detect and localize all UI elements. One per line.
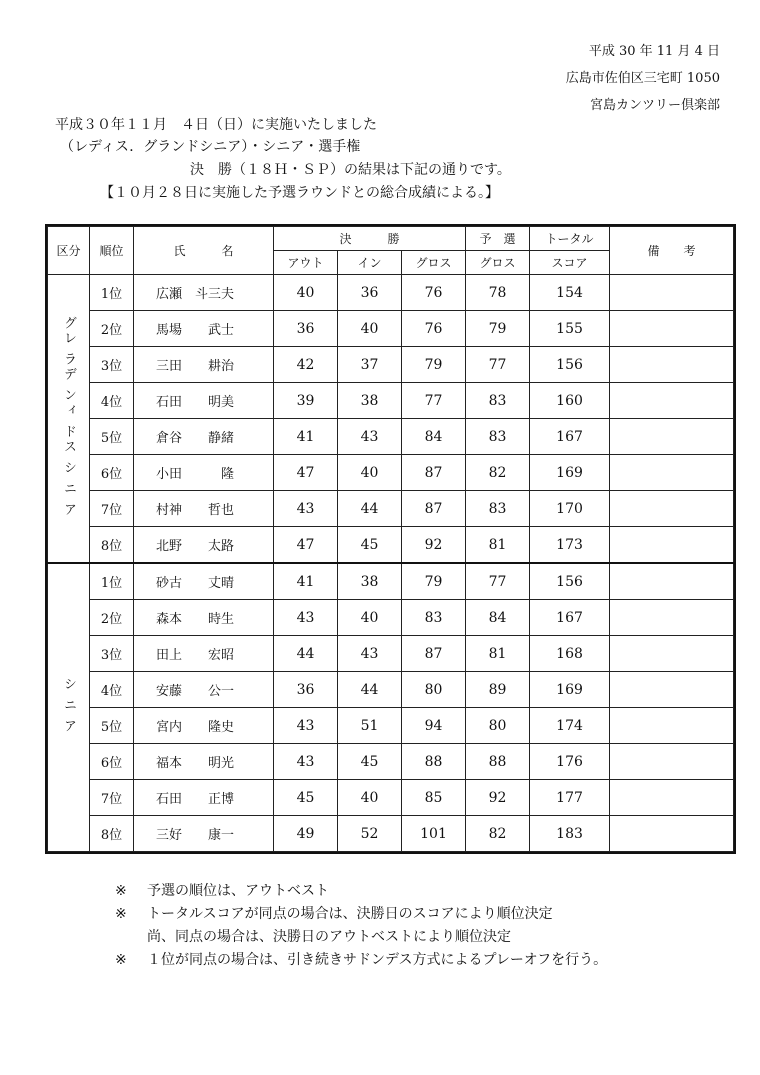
- rank-cell: 4位: [90, 672, 134, 708]
- final-gross-cell: 87: [402, 491, 466, 527]
- header-final: 決 勝: [274, 227, 466, 251]
- total-score-cell: 155: [530, 311, 610, 347]
- player-name-cell: 北野 太路: [134, 527, 274, 564]
- table-row: [48, 600, 734, 636]
- qualifier-gross-cell: 81: [466, 636, 530, 672]
- header-total: トータル: [530, 227, 610, 251]
- final-gross-cell: 85: [402, 780, 466, 816]
- note-line: [115, 949, 607, 972]
- final-gross-cell: 80: [402, 672, 466, 708]
- header-remarks: 備 考: [610, 227, 734, 275]
- in-score-cell: 40: [338, 600, 402, 636]
- player-name-cell: 石田 明美: [134, 383, 274, 419]
- remarks-cell: [610, 383, 734, 419]
- total-score-cell: 154: [530, 275, 610, 311]
- rank-cell: 5位: [90, 419, 134, 455]
- table-row: [48, 311, 734, 347]
- out-score-cell: 39: [274, 383, 338, 419]
- out-score-cell: 43: [274, 708, 338, 744]
- note-line: [115, 880, 607, 903]
- qualifier-gross-cell: 78: [466, 275, 530, 311]
- notes: [115, 880, 607, 972]
- table-row: [48, 275, 734, 311]
- rank-cell: 2位: [90, 311, 134, 347]
- player-name-cell: 石田 正博: [134, 780, 274, 816]
- in-score-cell: 52: [338, 816, 402, 852]
- qualifier-gross-cell: 77: [466, 563, 530, 600]
- rank-cell: 7位: [90, 491, 134, 527]
- in-score-cell: 40: [338, 780, 402, 816]
- total-score-cell: 176: [530, 744, 610, 780]
- player-name-cell: 宮内 隆史: [134, 708, 274, 744]
- remarks-cell: [610, 563, 734, 600]
- player-name-cell: 福本 明光: [134, 744, 274, 780]
- remarks-cell: [610, 491, 734, 527]
- qualifier-gross-cell: 84: [466, 600, 530, 636]
- remarks-cell: [610, 636, 734, 672]
- final-gross-cell: 87: [402, 455, 466, 491]
- qualifier-gross-cell: 83: [466, 419, 530, 455]
- category-senior: [48, 563, 734, 852]
- note-mark: ※: [115, 883, 127, 899]
- out-score-cell: 43: [274, 600, 338, 636]
- note-mark: ※: [115, 906, 127, 922]
- qualifier-gross-cell: 79: [466, 311, 530, 347]
- note-text: トータルスコアが同点の場合は、決勝日のスコアにより順位決定: [147, 906, 553, 922]
- in-score-cell: 43: [338, 636, 402, 672]
- in-score-cell: 37: [338, 347, 402, 383]
- rank-cell: 7位: [90, 780, 134, 816]
- in-score-cell: 43: [338, 419, 402, 455]
- header-rank: 順位: [90, 227, 134, 275]
- final-gross-cell: 92: [402, 527, 466, 564]
- header-in: イン: [338, 251, 402, 275]
- rank-cell: 8位: [90, 527, 134, 564]
- remarks-cell: [610, 347, 734, 383]
- table-row: [48, 672, 734, 708]
- out-score-cell: 47: [274, 527, 338, 564]
- rank-cell: 8位: [90, 816, 134, 852]
- table-row: [48, 816, 734, 852]
- in-score-cell: 38: [338, 383, 402, 419]
- out-score-cell: 41: [274, 563, 338, 600]
- qualifier-gross-cell: 81: [466, 527, 530, 564]
- in-score-cell: 45: [338, 527, 402, 564]
- final-gross-cell: 76: [402, 275, 466, 311]
- player-name-cell: 安藤 公一: [134, 672, 274, 708]
- remarks-cell: [610, 311, 734, 347]
- remarks-cell: [610, 419, 734, 455]
- header-qualifier: 予 選: [466, 227, 530, 251]
- player-name-cell: 三田 耕治: [134, 347, 274, 383]
- rank-cell: 5位: [90, 708, 134, 744]
- table-row: [48, 491, 734, 527]
- remarks-cell: [610, 780, 734, 816]
- player-name-cell: 村神 哲也: [134, 491, 274, 527]
- note-mark: ※: [115, 952, 127, 968]
- player-name-cell: 倉谷 静緒: [134, 419, 274, 455]
- total-score-cell: 183: [530, 816, 610, 852]
- rank-cell: 2位: [90, 600, 134, 636]
- out-score-cell: 49: [274, 816, 338, 852]
- out-score-cell: 42: [274, 347, 338, 383]
- note-line: [115, 903, 607, 926]
- rank-cell: 6位: [90, 744, 134, 780]
- table-row: [48, 780, 734, 816]
- final-gross-cell: 79: [402, 563, 466, 600]
- in-score-cell: 44: [338, 491, 402, 527]
- player-name-cell: 砂古 丈晴: [134, 563, 274, 600]
- final-gross-cell: 87: [402, 636, 466, 672]
- table-row: [48, 419, 734, 455]
- category-label-cell: [48, 275, 90, 564]
- in-score-cell: 40: [338, 455, 402, 491]
- total-score-cell: 156: [530, 563, 610, 600]
- out-score-cell: 40: [274, 275, 338, 311]
- header-qual-gross: グロス: [466, 251, 530, 275]
- table-row: [48, 563, 734, 600]
- player-name-cell: 広瀬 斗三夫: [134, 275, 274, 311]
- remarks-cell: [610, 708, 734, 744]
- qualifier-gross-cell: 77: [466, 347, 530, 383]
- document-date: 平成 30 年 11 月 4 日: [588, 44, 720, 59]
- club-name: 宮島カンツリー倶楽部: [589, 98, 720, 113]
- total-score-cell: 160: [530, 383, 610, 419]
- header-score: スコア: [530, 251, 610, 275]
- intro-line-2: （レディス．グランドシニア）・シニア・選手権: [60, 139, 361, 155]
- total-score-cell: 170: [530, 491, 610, 527]
- note-text: １位が同点の場合は、引き続きサドンデス方式によるプレーオフを行う。: [147, 952, 608, 968]
- table-row: [48, 744, 734, 780]
- table-row: [48, 347, 734, 383]
- final-gross-cell: 76: [402, 311, 466, 347]
- player-name-cell: 三好 康一: [134, 816, 274, 852]
- remarks-cell: [610, 816, 734, 852]
- total-score-cell: 169: [530, 672, 610, 708]
- header-gross: グロス: [402, 251, 466, 275]
- in-score-cell: 38: [338, 563, 402, 600]
- final-gross-cell: 94: [402, 708, 466, 744]
- rank-cell: 6位: [90, 455, 134, 491]
- qualifier-gross-cell: 92: [466, 780, 530, 816]
- rank-cell: 4位: [90, 383, 134, 419]
- player-name-cell: 田上 宏昭: [134, 636, 274, 672]
- in-score-cell: 51: [338, 708, 402, 744]
- player-name-cell: 小田 隆: [134, 455, 274, 491]
- out-score-cell: 41: [274, 419, 338, 455]
- out-score-cell: 47: [274, 455, 338, 491]
- qualifier-gross-cell: 82: [466, 455, 530, 491]
- note-line: [115, 926, 607, 949]
- intro-line-4: 【１０月２８日に実施した予選ラウンドとの総合成績による。】: [100, 185, 499, 201]
- results-table: [47, 226, 734, 852]
- total-score-cell: 168: [530, 636, 610, 672]
- in-score-cell: 40: [338, 311, 402, 347]
- remarks-cell: [610, 527, 734, 564]
- out-score-cell: 44: [274, 636, 338, 672]
- qualifier-gross-cell: 88: [466, 744, 530, 780]
- table-row: [48, 708, 734, 744]
- header-out: アウト: [274, 251, 338, 275]
- in-score-cell: 45: [338, 744, 402, 780]
- remarks-cell: [610, 600, 734, 636]
- qualifier-gross-cell: 82: [466, 816, 530, 852]
- header-name: 氏 名: [134, 227, 274, 275]
- note-text: 予選の順位は、アウトベスト: [147, 883, 329, 899]
- table-row: [48, 636, 734, 672]
- total-score-cell: 167: [530, 419, 610, 455]
- category-label-cell: [48, 563, 90, 852]
- remarks-cell: [610, 744, 734, 780]
- note-text: 尚、同点の場合は、決勝日のアウトベストにより順位決定: [147, 929, 511, 945]
- player-name-cell: 森本 時生: [134, 600, 274, 636]
- rank-cell: 3位: [90, 347, 134, 383]
- player-name-cell: 馬場 武士: [134, 311, 274, 347]
- table-row: [48, 527, 734, 564]
- total-score-cell: 177: [530, 780, 610, 816]
- final-gross-cell: 79: [402, 347, 466, 383]
- final-gross-cell: 84: [402, 419, 466, 455]
- total-score-cell: 173: [530, 527, 610, 564]
- category-grand-senior: [48, 275, 734, 564]
- qualifier-gross-cell: 89: [466, 672, 530, 708]
- remarks-cell: [610, 672, 734, 708]
- header-category: 区分: [48, 227, 90, 275]
- rank-cell: 1位: [90, 563, 134, 600]
- club-address: 広島市佐伯区三宅町 1050: [565, 71, 720, 86]
- out-score-cell: 45: [274, 780, 338, 816]
- qualifier-gross-cell: 80: [466, 708, 530, 744]
- table-row: [48, 455, 734, 491]
- in-score-cell: 36: [338, 275, 402, 311]
- intro-line-1: 平成３０年１１月 ４日（日）に実施いたしました: [55, 117, 377, 133]
- total-score-cell: 167: [530, 600, 610, 636]
- final-gross-cell: 83: [402, 600, 466, 636]
- final-gross-cell: 77: [402, 383, 466, 419]
- remarks-cell: [610, 275, 734, 311]
- table-row: [48, 383, 734, 419]
- category-label: シ ニ ア: [61, 676, 76, 735]
- qualifier-gross-cell: 83: [466, 491, 530, 527]
- rank-cell: 3位: [90, 636, 134, 672]
- total-score-cell: 174: [530, 708, 610, 744]
- out-score-cell: 36: [274, 311, 338, 347]
- qualifier-gross-cell: 83: [466, 383, 530, 419]
- in-score-cell: 44: [338, 672, 402, 708]
- category-label: グレ ラデ ンィ ドス シ ニ ア: [61, 315, 76, 518]
- rank-cell: 1位: [90, 275, 134, 311]
- out-score-cell: 43: [274, 491, 338, 527]
- final-gross-cell: 88: [402, 744, 466, 780]
- final-gross-cell: 101: [402, 816, 466, 852]
- remarks-cell: [610, 455, 734, 491]
- intro-line-3: 決 勝（１８Ｈ・ＳＰ）の結果は下記の通りです。: [190, 162, 511, 178]
- out-score-cell: 36: [274, 672, 338, 708]
- total-score-cell: 169: [530, 455, 610, 491]
- out-score-cell: 43: [274, 744, 338, 780]
- total-score-cell: 156: [530, 347, 610, 383]
